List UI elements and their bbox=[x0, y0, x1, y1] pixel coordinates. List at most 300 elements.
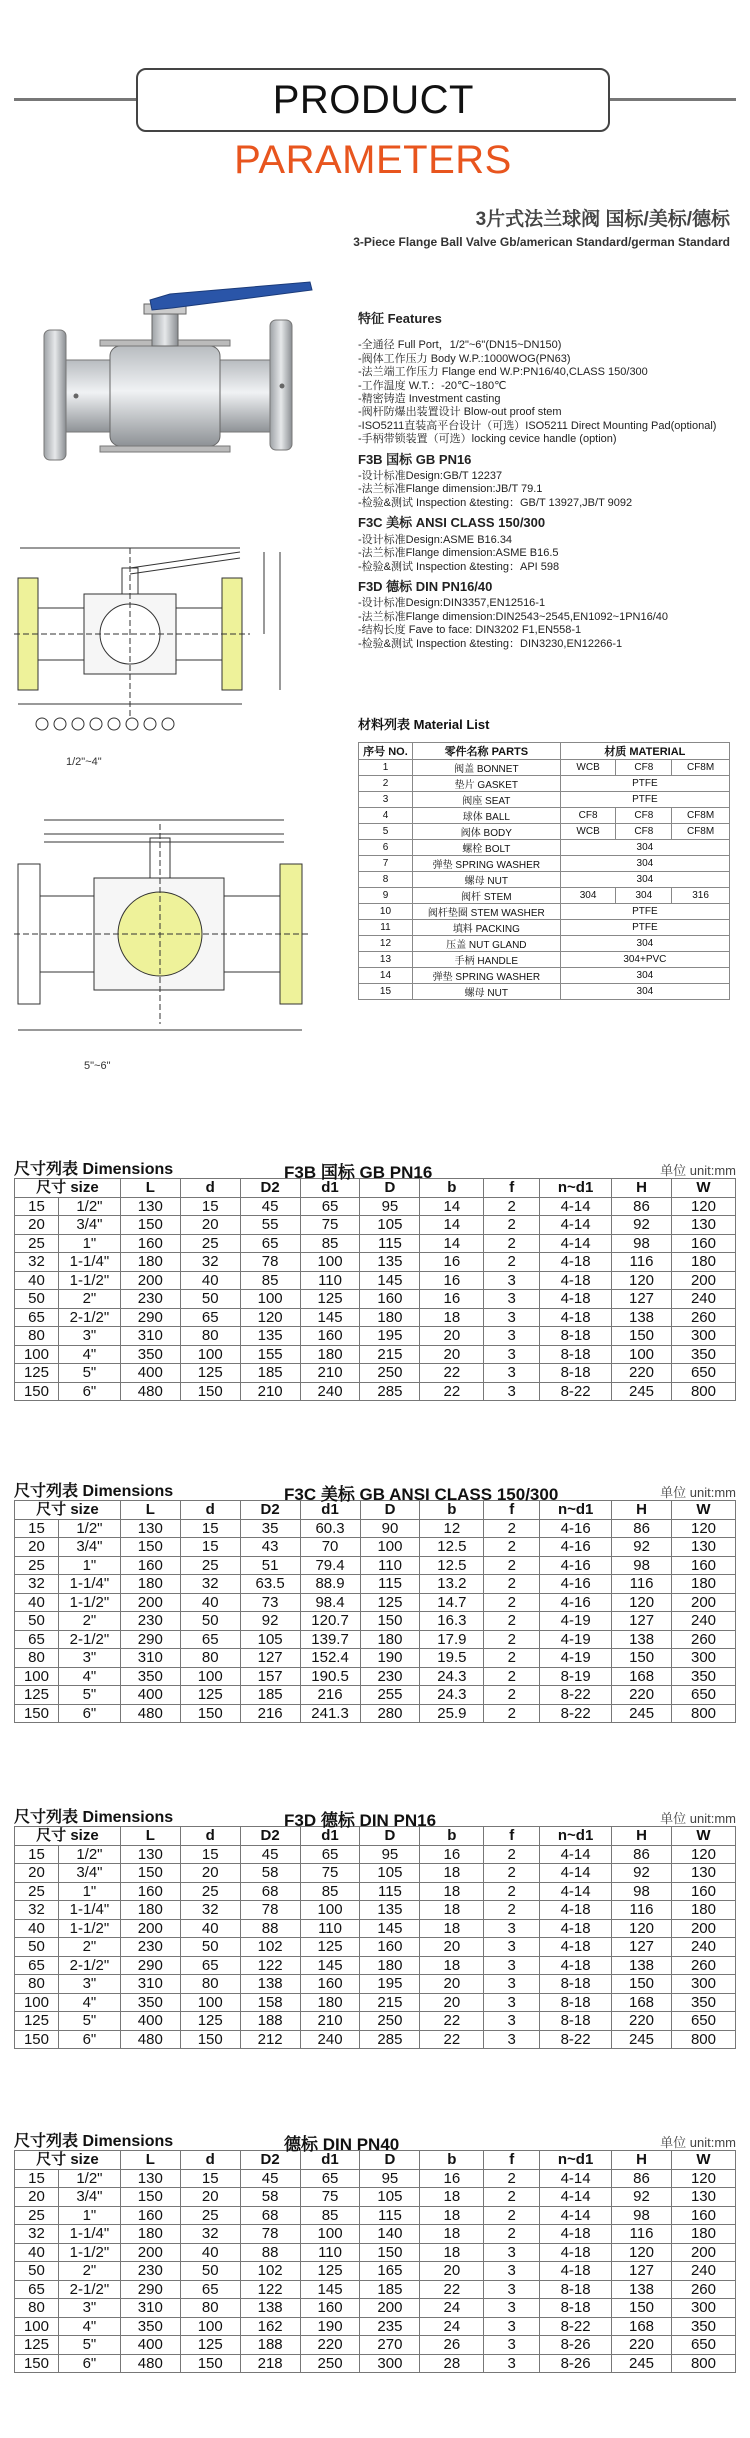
dimension-cell: 4-14 bbox=[540, 1234, 612, 1253]
material-head-no: 序号 NO. bbox=[359, 743, 413, 760]
dimension-cell: 138 bbox=[612, 1308, 672, 1327]
dimension-cell: 155 bbox=[240, 1345, 300, 1364]
material-header-row bbox=[359, 743, 730, 760]
dimension-cell: 200 bbox=[120, 1593, 180, 1612]
dimension-cell: 160 bbox=[360, 1290, 420, 1309]
dimension-row bbox=[15, 2262, 736, 2281]
dimension-cell: 120.7 bbox=[300, 1612, 360, 1631]
material-no: 7 bbox=[359, 856, 413, 872]
dimension-cell: 4-19 bbox=[540, 1612, 612, 1631]
dimension-cell: 125 bbox=[180, 2012, 240, 2031]
dimension-cell: 212 bbox=[240, 2030, 300, 2049]
dimension-cell: 127 bbox=[612, 1612, 672, 1631]
dimension-cell: 88 bbox=[240, 2243, 300, 2262]
dimension-cell: 160 bbox=[120, 1882, 180, 1901]
dimension-cell: 220 bbox=[612, 1686, 672, 1705]
dimension-cell: 8-22 bbox=[540, 2030, 612, 2049]
dimension-cell: 2 bbox=[484, 1612, 540, 1631]
dimension-cell: 105 bbox=[240, 1630, 300, 1649]
dimension-cell: 1-1/4" bbox=[58, 1253, 120, 1272]
dimension-cell: 125 bbox=[300, 2262, 360, 2281]
features-panel bbox=[358, 312, 750, 651]
dimension-cell: 185 bbox=[240, 1686, 300, 1705]
dimension-cell: 24 bbox=[420, 2317, 484, 2336]
dimension-block bbox=[14, 1800, 736, 2049]
dimension-cell: 800 bbox=[672, 1704, 736, 1723]
dimension-cell: 2" bbox=[58, 1938, 120, 1957]
dimension-cell: 135 bbox=[360, 1253, 420, 1272]
dimension-cell: 105 bbox=[360, 1216, 420, 1235]
dimension-cell: 25 bbox=[180, 1556, 240, 1575]
dimension-cell: 1-1/4" bbox=[58, 1575, 120, 1594]
dimension-cell: 160 bbox=[672, 1556, 736, 1575]
dimension-cell: 255 bbox=[360, 1686, 420, 1705]
dimension-head-d1: d1 bbox=[300, 1179, 360, 1198]
dimension-cell: 2-1/2" bbox=[58, 1308, 120, 1327]
dimension-cell: 139.7 bbox=[300, 1630, 360, 1649]
dimension-cell: 100 bbox=[300, 2225, 360, 2244]
dimension-cell: 5" bbox=[58, 2336, 120, 2355]
material-part: 阀杆垫圈 STEM WASHER bbox=[412, 904, 560, 920]
dimension-head-size: 尺寸 size bbox=[15, 1827, 121, 1846]
dimension-cell: 65 bbox=[180, 1630, 240, 1649]
dimension-cell: 125 bbox=[15, 2336, 59, 2355]
dimension-cell: 150 bbox=[180, 2030, 240, 2049]
dimension-cell: 400 bbox=[120, 1686, 180, 1705]
dimension-cell: 3 bbox=[484, 1290, 540, 1309]
dimension-cell: 3 bbox=[484, 1327, 540, 1346]
dimension-cell: 168 bbox=[612, 1993, 672, 2012]
dimension-cell: 18 bbox=[420, 1956, 484, 1975]
dimension-row bbox=[15, 1234, 736, 1253]
material-no: 3 bbox=[359, 792, 413, 808]
dimension-cell: 3" bbox=[58, 1975, 120, 1994]
dimension-cell: 3 bbox=[484, 1919, 540, 1938]
dimension-unit: 单位 unit:mm bbox=[660, 1811, 736, 1826]
dimension-cell: 4-16 bbox=[540, 1556, 612, 1575]
material-table bbox=[358, 742, 730, 1000]
dimension-table bbox=[14, 2150, 736, 2373]
material-row bbox=[359, 808, 730, 824]
dimension-cell: 145 bbox=[300, 1308, 360, 1327]
dimension-cell: 2 bbox=[484, 2169, 540, 2188]
dimension-cell: 135 bbox=[360, 1901, 420, 1920]
dimension-row bbox=[15, 2243, 736, 2262]
dimension-cell: 100 bbox=[360, 1538, 420, 1557]
material-part: 弹垫 SPRING WASHER bbox=[412, 968, 560, 984]
dimension-cell: 280 bbox=[360, 1704, 420, 1723]
dimension-cell: 20 bbox=[420, 1327, 484, 1346]
dimension-cell: 138 bbox=[612, 1956, 672, 1975]
material-value: PTFE bbox=[560, 904, 729, 920]
material-value: 304 bbox=[560, 984, 729, 1000]
dimension-cell: 75 bbox=[300, 1216, 360, 1235]
dimension-cell: 8-18 bbox=[540, 1345, 612, 1364]
dimension-cell: 115 bbox=[360, 1882, 420, 1901]
dimension-cell: 300 bbox=[671, 2299, 735, 2318]
dimension-cell: 102 bbox=[240, 1938, 300, 1957]
dimension-cell: 2 bbox=[484, 1649, 540, 1668]
material-value: CF8M bbox=[672, 808, 730, 824]
dimension-cell: 100 bbox=[300, 1253, 360, 1272]
dimension-title: 尺寸列表 Dimensions bbox=[14, 2133, 174, 2150]
dimension-head-d: d bbox=[180, 2151, 240, 2170]
dimension-cell: 4-18 bbox=[540, 1956, 612, 1975]
dimension-cell: 8-18 bbox=[540, 1327, 612, 1346]
dimension-cell: 220 bbox=[300, 2336, 360, 2355]
dimension-row bbox=[15, 1901, 736, 1920]
dimension-cell: 80 bbox=[15, 1327, 59, 1346]
dimension-row bbox=[15, 1308, 736, 1327]
dimension-cell: 6" bbox=[58, 1382, 120, 1401]
dimension-cell: 300 bbox=[672, 1649, 736, 1668]
dimension-cell: 150 bbox=[120, 2188, 180, 2207]
dimension-cell: 310 bbox=[120, 1649, 180, 1668]
dimension-cell: 25 bbox=[180, 1234, 240, 1253]
dimension-cell: 3 bbox=[484, 1308, 540, 1327]
dimension-cell: 2 bbox=[484, 1686, 540, 1705]
dimension-cell: 130 bbox=[120, 2169, 180, 2188]
dimension-cell: 250 bbox=[360, 2012, 420, 2031]
dimension-cell: 220 bbox=[612, 2336, 672, 2355]
dimension-head-w: W bbox=[671, 1179, 735, 1198]
dimension-cell: 20 bbox=[15, 2188, 59, 2207]
material-row bbox=[359, 776, 730, 792]
material-no: 14 bbox=[359, 968, 413, 984]
dimension-cell: 18 bbox=[420, 1864, 484, 1883]
material-no: 1 bbox=[359, 760, 413, 776]
dimension-cell: 115 bbox=[360, 1575, 420, 1594]
dimension-cell: 150 bbox=[180, 1704, 240, 1723]
dimension-head-d: D bbox=[360, 1501, 420, 1520]
material-value: 304 bbox=[560, 872, 729, 888]
dimension-cell: 200 bbox=[360, 2299, 420, 2318]
dimension-cell: 4-16 bbox=[540, 1593, 612, 1612]
dimension-cell: 110 bbox=[300, 1919, 360, 1938]
material-no: 13 bbox=[359, 952, 413, 968]
drawing-small-label: 1/2"~4" bbox=[66, 756, 102, 768]
dimension-cell: 110 bbox=[360, 1556, 420, 1575]
material-value: 304 bbox=[560, 968, 729, 984]
dimension-cell: 650 bbox=[671, 1364, 735, 1383]
dimension-cell: 180 bbox=[120, 1253, 180, 1272]
dimension-cell: 60.3 bbox=[300, 1519, 360, 1538]
feature-line: -法兰标准Flange dimension:DIN2543~2545,EN1092~1PN16/40 bbox=[358, 610, 669, 623]
dimension-cell: 245 bbox=[612, 1704, 672, 1723]
dimension-cell: 190 bbox=[360, 1649, 420, 1668]
dimension-cell: 8-18 bbox=[540, 1993, 612, 2012]
dimension-cell: 145 bbox=[360, 1919, 420, 1938]
dimension-cell: 122 bbox=[240, 1956, 300, 1975]
dimension-cell: 18 bbox=[420, 2188, 484, 2207]
dimension-block bbox=[14, 2124, 736, 2373]
dimension-cell: 150 bbox=[612, 1649, 672, 1668]
dimension-cell: 3 bbox=[484, 2262, 540, 2281]
feature-line: -手柄带锁装置（可选）locking cevice handle (option) bbox=[358, 433, 617, 446]
dimension-cell: 4-18 bbox=[540, 1271, 612, 1290]
dimension-cell: 88 bbox=[240, 1919, 300, 1938]
dimension-cell: 168 bbox=[612, 2317, 672, 2336]
material-no: 10 bbox=[359, 904, 413, 920]
header-word-parameters: PARAMETERS bbox=[234, 138, 512, 182]
dimension-cell: 130 bbox=[120, 1845, 180, 1864]
dimension-cell: 120 bbox=[612, 2243, 672, 2262]
dimension-cell: 480 bbox=[120, 2354, 180, 2373]
dimension-row bbox=[15, 1649, 736, 1668]
material-row bbox=[359, 952, 730, 968]
dimension-cell: 127 bbox=[612, 2262, 672, 2281]
dimension-cell: 130 bbox=[672, 1538, 736, 1557]
dimension-cell: 100 bbox=[15, 1345, 59, 1364]
dimension-cell: 25 bbox=[180, 1882, 240, 1901]
dimension-cell: 2 bbox=[484, 1216, 540, 1235]
material-row bbox=[359, 856, 730, 872]
dimension-cell: 2 bbox=[484, 1519, 540, 1538]
dimension-cell: 14.7 bbox=[420, 1593, 484, 1612]
dimension-cell: 3 bbox=[484, 1345, 540, 1364]
dimension-cell: 115 bbox=[360, 1234, 420, 1253]
dimension-cell: 3 bbox=[484, 1938, 540, 1957]
dimension-cell: 2 bbox=[484, 2206, 540, 2225]
dimension-cell: 125 bbox=[15, 1364, 59, 1383]
dimension-cell: 3/4" bbox=[58, 1864, 120, 1883]
dimension-cell: 160 bbox=[120, 1556, 180, 1575]
dimension-head-d1: d1 bbox=[300, 1827, 360, 1846]
dimension-cell: 180 bbox=[360, 1308, 420, 1327]
dimension-cell: 85 bbox=[240, 1271, 300, 1290]
f3c-list bbox=[358, 534, 750, 574]
dimension-cell: 22 bbox=[420, 2280, 484, 2299]
dimension-cell: 58 bbox=[240, 1864, 300, 1883]
dimension-cell: 65 bbox=[15, 2280, 59, 2299]
material-no: 9 bbox=[359, 888, 413, 904]
dimension-cell: 150 bbox=[15, 2030, 59, 2049]
dimension-cell: 185 bbox=[240, 1364, 300, 1383]
dimension-cell: 195 bbox=[360, 1327, 420, 1346]
material-part: 垫片 GASKET bbox=[412, 776, 560, 792]
dimension-cell: 160 bbox=[300, 1327, 360, 1346]
dimension-cell: 2 bbox=[484, 1234, 540, 1253]
material-value: CF8 bbox=[616, 808, 672, 824]
dimension-cell: 127 bbox=[612, 1290, 672, 1309]
feature-line: -全通径 Full Port，1/2"~6"(DN15~DN150) bbox=[358, 339, 562, 352]
material-no: 5 bbox=[359, 824, 413, 840]
dimension-cell: 105 bbox=[360, 1864, 420, 1883]
dimension-cell: 65 bbox=[180, 2280, 240, 2299]
dimension-cell: 190 bbox=[300, 2317, 360, 2336]
dimension-block bbox=[14, 1152, 736, 1401]
dimension-cell: 2" bbox=[58, 2262, 120, 2281]
dimension-cell: 160 bbox=[120, 1234, 180, 1253]
dimension-cell: 24.3 bbox=[420, 1686, 484, 1705]
dimension-cell: 245 bbox=[612, 1382, 672, 1401]
dimension-cell: 98 bbox=[612, 1234, 672, 1253]
dimension-cell: 2 bbox=[484, 1704, 540, 1723]
valve-photo bbox=[40, 280, 340, 480]
dimension-cell: 4-19 bbox=[540, 1649, 612, 1668]
dimension-cell: 2-1/2" bbox=[58, 2280, 120, 2299]
dimension-cell: 2 bbox=[484, 1667, 540, 1686]
dimension-cell: 300 bbox=[360, 2354, 420, 2373]
dimension-cell: 150 bbox=[180, 1382, 240, 1401]
dimension-cell: 18 bbox=[420, 2206, 484, 2225]
material-part: 压盖 NUT GLAND bbox=[412, 936, 560, 952]
dimension-cell: 20 bbox=[15, 1538, 59, 1557]
dimension-cell: 125 bbox=[180, 2336, 240, 2355]
dimension-cell: 150 bbox=[120, 1538, 180, 1557]
dimension-row bbox=[15, 1216, 736, 1235]
material-part: 螺母 NUT bbox=[412, 872, 560, 888]
dimension-cell: 4" bbox=[58, 1667, 120, 1686]
dimension-cell: 400 bbox=[120, 2336, 180, 2355]
dimension-cell: 92 bbox=[240, 1612, 300, 1631]
dimension-cell: 4-14 bbox=[540, 2188, 612, 2207]
product-title-cn: 3片式法兰球阀 国标/美标/德标 bbox=[475, 209, 730, 230]
dimension-cell: 86 bbox=[612, 1845, 672, 1864]
dimension-cell: 130 bbox=[671, 2188, 735, 2207]
dimension-heading bbox=[14, 2124, 736, 2154]
dimension-cell: 240 bbox=[671, 2262, 735, 2281]
dimension-cell: 235 bbox=[360, 2317, 420, 2336]
dimension-cell: 98 bbox=[612, 2206, 672, 2225]
dimension-cell: 20 bbox=[15, 1864, 59, 1883]
dimension-cell: 86 bbox=[612, 1519, 672, 1538]
dimension-cell: 8-19 bbox=[540, 1667, 612, 1686]
dimension-cell: 80 bbox=[180, 1649, 240, 1668]
dimension-row bbox=[15, 2225, 736, 2244]
dimension-cell: 8-18 bbox=[540, 1364, 612, 1383]
dimension-cell: 32 bbox=[180, 2225, 240, 2244]
dimension-cell: 110 bbox=[300, 1271, 360, 1290]
dimension-cell: 210 bbox=[300, 2012, 360, 2031]
dimension-cell: 4-19 bbox=[540, 1630, 612, 1649]
dimension-cell: 150 bbox=[360, 1612, 420, 1631]
dimension-cell: 65 bbox=[180, 1956, 240, 1975]
dimension-cell: 14 bbox=[420, 1234, 484, 1253]
dimension-cell: 20 bbox=[420, 1993, 484, 2012]
dimension-cell: 4-18 bbox=[540, 2262, 612, 2281]
dimension-head-l: L bbox=[120, 1501, 180, 1520]
material-value: WCB bbox=[560, 824, 616, 840]
dimension-cell: 100 bbox=[15, 1667, 59, 1686]
product-title-en: 3-Piece Flange Ball Valve Gb/american Standard/german Standard bbox=[353, 235, 730, 249]
dimension-cell: 180 bbox=[360, 1956, 420, 1975]
dimension-cell: 40 bbox=[15, 1271, 59, 1290]
dimension-cell: 215 bbox=[360, 1345, 420, 1364]
material-row bbox=[359, 904, 730, 920]
dimension-cell: 100 bbox=[180, 1667, 240, 1686]
dimension-cell: 5" bbox=[58, 2012, 120, 2031]
dimension-cell: 260 bbox=[672, 1630, 736, 1649]
dimension-head-size: 尺寸 size bbox=[15, 1501, 121, 1520]
dimension-row bbox=[15, 1290, 736, 1309]
dimension-cell: 18 bbox=[420, 1919, 484, 1938]
dimension-cell: 3 bbox=[484, 1993, 540, 2012]
material-part: 手柄 HANDLE bbox=[412, 952, 560, 968]
dimension-cell: 168 bbox=[612, 1667, 672, 1686]
dimension-cell: 1/2" bbox=[58, 1519, 120, 1538]
dimension-cell: 102 bbox=[240, 2262, 300, 2281]
dimension-cell: 138 bbox=[612, 2280, 672, 2299]
dimension-cell: 4-18 bbox=[540, 2243, 612, 2262]
feature-line: -检验&测试 Inspection &testing：GB/T 13927,JB/T 9092 bbox=[358, 496, 633, 509]
dimension-cell: 650 bbox=[672, 1686, 736, 1705]
feature-line: -精密铸造 Investment casting bbox=[358, 393, 501, 406]
dimension-cell: 4" bbox=[58, 2317, 120, 2336]
dimension-cell: 215 bbox=[360, 1993, 420, 2012]
dimension-cell: 18 bbox=[420, 1901, 484, 1920]
dimension-cell: 6" bbox=[58, 2354, 120, 2373]
dimension-cell: 110 bbox=[300, 2243, 360, 2262]
dimension-cell: 290 bbox=[120, 2280, 180, 2299]
dimension-table bbox=[14, 1500, 736, 1723]
dimension-row bbox=[15, 1364, 736, 1383]
dimension-cell: 98.4 bbox=[300, 1593, 360, 1612]
dimension-cell: 92 bbox=[612, 1216, 672, 1235]
material-part: 球体 BALL bbox=[412, 808, 560, 824]
dimension-cell: 350 bbox=[671, 2317, 735, 2336]
dimension-cell: 3 bbox=[484, 2030, 540, 2049]
dimension-cell: 138 bbox=[240, 2299, 300, 2318]
dimension-cell: 1/2" bbox=[58, 1197, 120, 1216]
dimension-cell: 300 bbox=[671, 1975, 735, 1994]
material-list-title: 材料列表 Material List bbox=[358, 717, 490, 732]
dimension-cell: 45 bbox=[240, 2169, 300, 2188]
dimension-cell: 230 bbox=[120, 2262, 180, 2281]
dimension-cell: 32 bbox=[180, 1253, 240, 1272]
dimension-cell: 8-18 bbox=[540, 2299, 612, 2318]
dimension-cell: 160 bbox=[300, 2299, 360, 2318]
material-no: 15 bbox=[359, 984, 413, 1000]
dimension-cell: 350 bbox=[671, 1345, 735, 1364]
dimension-cell: 290 bbox=[120, 1630, 180, 1649]
dimension-cell: 1-1/4" bbox=[58, 2225, 120, 2244]
dimension-cell: 15 bbox=[180, 1519, 240, 1538]
dimension-cell: 127 bbox=[612, 1938, 672, 1957]
feature-line: -检验&测试 Inspection &testing：API 598 bbox=[358, 560, 560, 573]
dimension-cell: 150 bbox=[15, 1382, 59, 1401]
dimension-cell: 92 bbox=[612, 1538, 672, 1557]
dimension-row bbox=[15, 1919, 736, 1938]
dimension-cell: 95 bbox=[360, 1197, 420, 1216]
dimension-cell: 65 bbox=[300, 1845, 360, 1864]
dimension-cell: 3 bbox=[484, 2354, 540, 2373]
material-row bbox=[359, 792, 730, 808]
dimension-cell: 125 bbox=[180, 1364, 240, 1383]
dimension-cell: 165 bbox=[360, 2262, 420, 2281]
dimension-cell: 160 bbox=[300, 1975, 360, 1994]
material-no: 4 bbox=[359, 808, 413, 824]
dimension-cell: 20 bbox=[420, 1345, 484, 1364]
dimension-cell: 216 bbox=[240, 1704, 300, 1723]
dimension-cell: 4-18 bbox=[540, 1308, 612, 1327]
dimension-cell: 130 bbox=[671, 1864, 735, 1883]
dimension-cell: 40 bbox=[15, 1919, 59, 1938]
feature-line: -ISO5211直装高平台设计（可选）ISO5211 Direct Mounting Pad(optional) bbox=[358, 419, 717, 432]
header-rule-left bbox=[14, 98, 136, 101]
dimension-cell: 68 bbox=[240, 2206, 300, 2225]
dimension-head-h: H bbox=[612, 2151, 672, 2170]
dimension-cell: 150 bbox=[120, 1864, 180, 1883]
dimension-cell: 1-1/4" bbox=[58, 1901, 120, 1920]
dimension-cell: 26 bbox=[420, 2336, 484, 2355]
dimension-cell: 150 bbox=[612, 1975, 672, 1994]
dimension-cell: 20 bbox=[420, 1975, 484, 1994]
dimension-heading bbox=[14, 1152, 736, 1182]
dimension-cell: 100 bbox=[300, 1901, 360, 1920]
dimension-cell: 3 bbox=[484, 1382, 540, 1401]
dimension-cell: 80 bbox=[180, 1975, 240, 1994]
